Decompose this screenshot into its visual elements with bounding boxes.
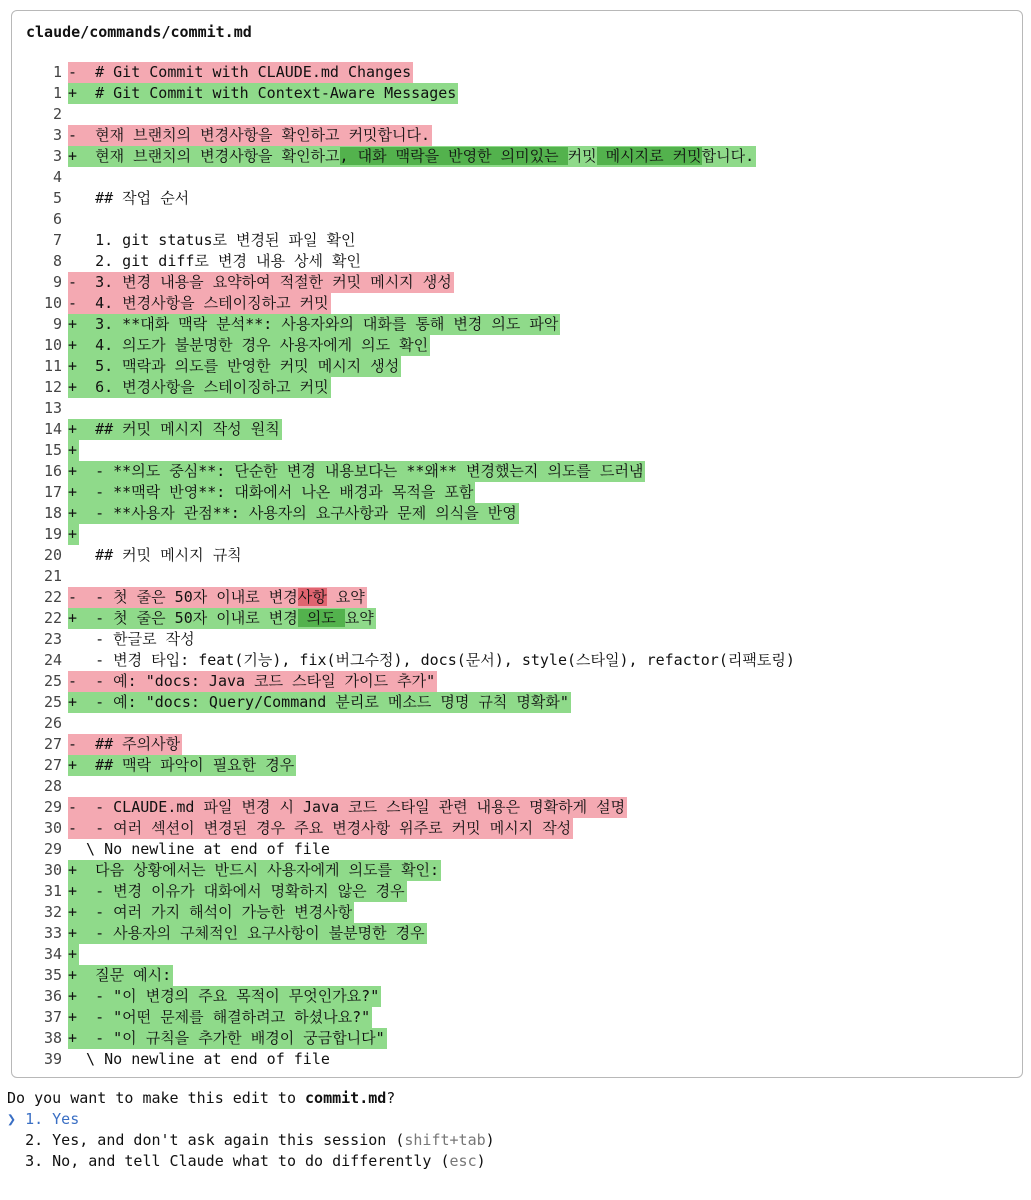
- line-segment: 합니다.: [701, 147, 755, 165]
- line-number: 12: [43, 378, 62, 396]
- line-number: 21: [43, 567, 62, 585]
- diff-line-deleted: [12, 671, 1022, 692]
- line-content: [68, 146, 756, 167]
- line-number: 32: [43, 903, 62, 921]
- line-content: 1. git status로 변경된 파일 확인: [68, 231, 356, 249]
- line-content: + - **의도 중심**: 단순한 변경 내용보다는 **왜** 변경했는지 의도를 드러냄: [68, 462, 644, 480]
- diff-line-context: [12, 650, 1022, 671]
- line-content: + - "이 규칙을 추가한 배경이 궁금합니다": [68, 1029, 385, 1047]
- line-content: + - **맥락 반영**: 대화에서 나온 배경과 목적을 포함: [68, 483, 474, 501]
- line-number: 33: [43, 924, 62, 942]
- line-number: 18: [43, 504, 62, 522]
- line-number: 7: [52, 231, 62, 249]
- line-number: 11: [43, 357, 62, 375]
- prompt-file: commit.md: [305, 1089, 387, 1107]
- line-content: + - "어떤 문제를 해결하려고 하셨나요?": [68, 1008, 371, 1026]
- option-yes[interactable]: ❯ 1. Yes: [7, 1110, 80, 1128]
- line-number: 13: [43, 399, 62, 417]
- line-number: 2: [52, 105, 62, 123]
- line-content: - ## 주의사항: [68, 735, 181, 753]
- line-content: +: [68, 945, 78, 963]
- diff-panel: [11, 10, 1023, 1078]
- line-content: [68, 587, 367, 608]
- line-number: 30: [43, 861, 62, 879]
- line-number: 31: [43, 882, 62, 900]
- line-content: - 3. 변경 내용을 요약하여 적절한 커밋 메시지 생성: [68, 273, 452, 291]
- line-number: 26: [43, 714, 62, 732]
- line-content: ## 커밋 메시지 규칙: [68, 546, 242, 564]
- shortcut-hint: esc: [449, 1152, 477, 1170]
- diff-line-context: [12, 629, 1022, 650]
- line-content: [68, 608, 376, 629]
- line-number: 36: [43, 987, 62, 1005]
- changed-word: 사항: [297, 588, 327, 606]
- line-content: + 3. **대화 맥락 분석**: 사용자와의 대화를 통해 변경 의도 파악: [68, 315, 559, 333]
- option-no[interactable]: 3. No, and tell Claude what to do differently (esc): [25, 1152, 486, 1170]
- line-content: - 한글로 작성: [68, 630, 195, 648]
- line-segment: 요약: [326, 588, 365, 606]
- diff-line-added: [12, 83, 1022, 104]
- line-content: + 질문 예시:: [68, 966, 172, 984]
- line-number: 27: [43, 735, 62, 753]
- diff-line-context: [12, 566, 1022, 587]
- diff-line-added: [12, 314, 1022, 335]
- line-segment: + - 첫 줄은 50자 이내로 변경: [68, 609, 298, 627]
- diff-line-context: [12, 104, 1022, 125]
- diff-line-context: [12, 230, 1022, 251]
- diff-line-context: [12, 1049, 1022, 1070]
- line-number: 14: [43, 420, 62, 438]
- diff-line-added: [12, 860, 1022, 881]
- line-number: 1: [52, 84, 62, 102]
- line-number: 24: [43, 651, 62, 669]
- line-content: - - 여러 섹션이 변경된 경우 주요 변경사항 위주로 커밋 메시지 작성: [68, 819, 572, 837]
- line-content: - # Git Commit with CLAUDE.md Changes: [68, 63, 412, 81]
- diff-line-added: [12, 944, 1022, 965]
- line-content: + - 예: "docs: Query/Command 분리로 메소드 명명 규칙 명확화": [68, 693, 569, 711]
- line-number: 5: [52, 189, 62, 207]
- diff-line-context: [12, 398, 1022, 419]
- line-number: 6: [52, 210, 62, 228]
- diff-line-added: [12, 965, 1022, 986]
- line-content: + - 사용자의 구체적인 요구사항이 불분명한 경우: [68, 924, 425, 942]
- line-content: - 변경 타입: feat(기능), fix(버그수정), docs(문서), style(스타일), refactor(리팩토링): [68, 651, 795, 669]
- line-content: \ No newline at end of file: [68, 840, 330, 858]
- line-number: 39: [43, 1050, 62, 1068]
- diff-line-added: [12, 377, 1022, 398]
- line-content: + 4. 의도가 불분명한 경우 사용자에게 의도 확인: [68, 336, 429, 354]
- selection-caret-icon: ❯: [7, 1110, 26, 1128]
- diff-line-context: [12, 188, 1022, 209]
- line-content: + 5. 맥락과 의도를 반영한 커밋 메시지 생성: [68, 357, 400, 375]
- diff-line-added: [12, 335, 1022, 356]
- diff-line-added: [12, 461, 1022, 482]
- line-content: + ## 커밋 메시지 작성 원칙: [68, 420, 280, 438]
- diff-line-context: [12, 545, 1022, 566]
- diff-line-added: [12, 755, 1022, 776]
- line-number: 29: [43, 840, 62, 858]
- line-content: +: [68, 525, 78, 543]
- line-number: 3: [52, 147, 62, 165]
- line-content: + # Git Commit with Context-Aware Messages: [68, 84, 457, 102]
- diff-line-deleted: [12, 272, 1022, 293]
- line-content: + - 변경 이유가 대화에서 명확하지 않은 경우: [68, 882, 405, 900]
- line-content: + 다음 상황에서는 반드시 사용자에게 의도를 확인:: [68, 861, 440, 879]
- diff-line-added: [12, 146, 1022, 167]
- line-number: 25: [43, 693, 62, 711]
- prompt-text: Do you want to make this edit to: [7, 1089, 306, 1107]
- diff-line-added: [12, 986, 1022, 1007]
- diff-line-added: [12, 1028, 1022, 1049]
- changed-word: , 대화 맥락을 반영한 의미있는: [339, 147, 568, 165]
- line-segment: 요약: [344, 609, 374, 627]
- line-content: + - "이 변경의 주요 목적이 무엇인가요?": [68, 987, 380, 1005]
- diff-line-added: [12, 881, 1022, 902]
- diff-line-added: [12, 902, 1022, 923]
- line-number: 35: [43, 966, 62, 984]
- diff-line-added: [12, 1007, 1022, 1028]
- line-number: 19: [43, 525, 62, 543]
- diff-line-context: [12, 839, 1022, 860]
- line-content: \ No newline at end of file: [68, 1050, 330, 1068]
- diff-line-deleted: [12, 62, 1022, 83]
- line-number: 8: [52, 252, 62, 270]
- diff-line-added: [12, 692, 1022, 713]
- diff-line-added: [12, 356, 1022, 377]
- diff-line-context: [12, 167, 1022, 188]
- diff-line-deleted: [12, 125, 1022, 146]
- line-content: - - CLAUDE.md 파일 변경 시 Java 코드 스타일 관련 내용은 명확하게 설명: [68, 798, 626, 816]
- file-path: claude/commands/commit.md: [26, 23, 252, 41]
- line-number: 3: [52, 126, 62, 144]
- diff-line-added: [12, 482, 1022, 503]
- changed-word: 메시지로 커밋: [596, 147, 702, 165]
- line-number: 25: [43, 672, 62, 690]
- line-number: 16: [43, 462, 62, 480]
- diff-view: [12, 62, 1022, 1070]
- shortcut-hint: shift+tab: [404, 1131, 486, 1149]
- line-number: 23: [43, 630, 62, 648]
- diff-line-added: [12, 440, 1022, 461]
- line-content: +: [68, 441, 78, 459]
- line-segment: 커밋: [567, 147, 597, 165]
- diff-line-deleted: [12, 587, 1022, 608]
- line-number: 37: [43, 1008, 62, 1026]
- line-number: 15: [43, 441, 62, 459]
- line-number: 30: [43, 819, 62, 837]
- line-content: 2. git diff로 변경 내용 상세 확인: [68, 252, 361, 270]
- diff-line-added: [12, 419, 1022, 440]
- line-content: + 6. 변경사항을 스테이징하고 커밋: [68, 378, 329, 396]
- line-content: - - 예: "docs: Java 코드 스타일 가이드 추가": [68, 672, 436, 690]
- line-segment: + 현재 브랜치의 변경사항을 확인하고: [68, 147, 340, 165]
- line-content: + ## 맥락 파악이 필요한 경우: [68, 756, 295, 774]
- line-number: 1: [52, 63, 62, 81]
- line-number: 29: [43, 798, 62, 816]
- line-content: + - **사용자 관점**: 사용자의 요구사항과 문제 의식을 반영: [68, 504, 517, 522]
- line-content: - 4. 변경사항을 스테이징하고 커밋: [68, 294, 329, 312]
- diff-line-context: [12, 776, 1022, 797]
- prompt-suffix: ?: [386, 1089, 396, 1107]
- line-content: + - 여러 가지 해석이 가능한 변경사항: [68, 903, 353, 921]
- line-number: 4: [52, 168, 62, 186]
- line-number: 10: [43, 294, 62, 312]
- diff-line-added: [12, 503, 1022, 524]
- changed-word: 의도: [297, 609, 345, 627]
- option-yes-dont-ask[interactable]: 2. Yes, and don't ask again this session (shift+tab): [25, 1131, 495, 1149]
- diff-line-deleted: [12, 818, 1022, 839]
- line-number: 22: [43, 588, 62, 606]
- diff-line-context: [12, 251, 1022, 272]
- diff-line-deleted: [12, 734, 1022, 755]
- line-content: - 현재 브랜치의 변경사항을 확인하고 커밋합니다.: [68, 126, 431, 144]
- line-number: 9: [52, 315, 62, 333]
- line-number: 10: [43, 336, 62, 354]
- line-number: 27: [43, 756, 62, 774]
- diff-line-added: [12, 923, 1022, 944]
- line-content: ## 작업 순서: [68, 189, 190, 207]
- line-number: 17: [43, 483, 62, 501]
- line-segment: - - 첫 줄은 50자 이내로 변경: [68, 588, 298, 606]
- diff-line-deleted: [12, 293, 1022, 314]
- line-number: 22: [43, 609, 62, 627]
- diff-line-added: [12, 608, 1022, 629]
- diff-line-context: [12, 209, 1022, 230]
- edit-prompt: [7, 1088, 395, 1109]
- line-number: 20: [43, 546, 62, 564]
- line-number: 38: [43, 1029, 62, 1047]
- diff-line-deleted: [12, 797, 1022, 818]
- line-number: 34: [43, 945, 62, 963]
- line-number: 28: [43, 777, 62, 795]
- diff-line-added: [12, 524, 1022, 545]
- line-number: 9: [52, 273, 62, 291]
- diff-line-context: [12, 713, 1022, 734]
